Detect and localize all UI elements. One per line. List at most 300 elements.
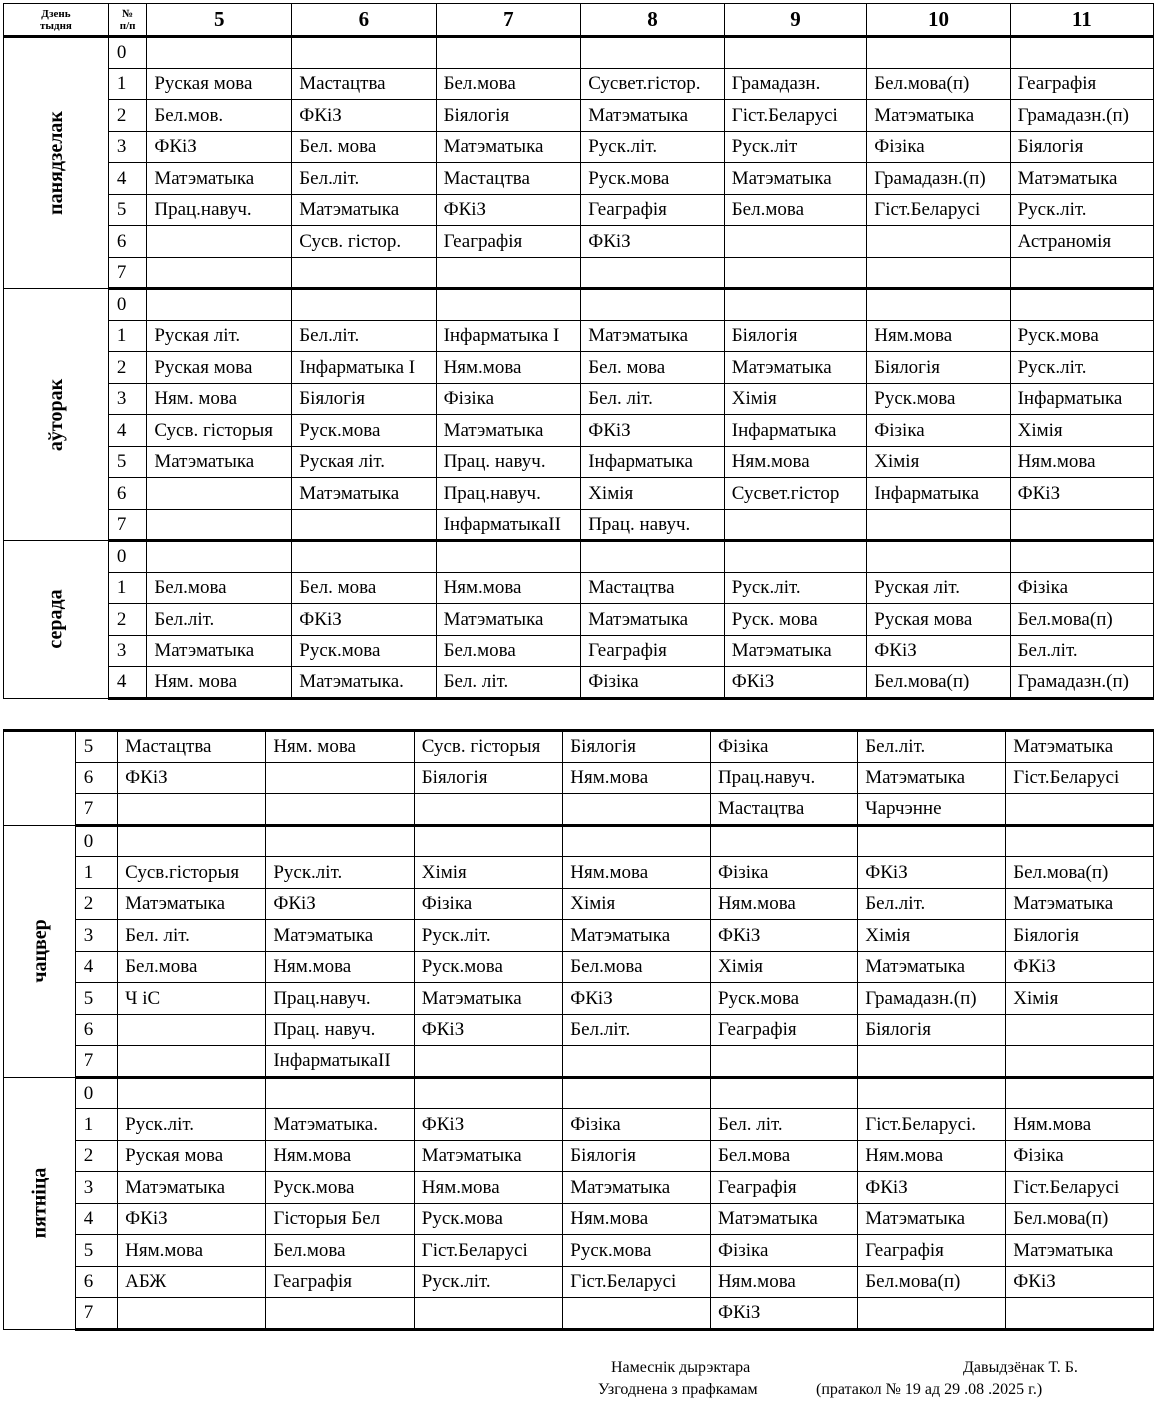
subject-cell [414,1046,563,1078]
subject-cell: Гіст.Беларусі [1006,762,1154,794]
day-of-week-cell [4,1077,76,1329]
subject-cell: Фізіка [867,131,1010,163]
day-label: аўторак [44,378,67,451]
subject-cell [436,541,581,573]
subject-cell: Хімія [1006,983,1154,1015]
subject-cell [581,257,725,289]
lesson-number: 3 [75,920,117,952]
lesson-number: 3 [108,131,146,163]
table-row [4,1046,1154,1078]
subject-cell: ФКіЗ [724,667,867,699]
subject-cell [1006,1046,1154,1078]
lesson-number: 7 [75,794,117,826]
subject-cell: Ням.мова [563,1203,711,1235]
subject-cell: Бел.мов. [147,100,292,132]
subject-cell: Фізіка [1006,1140,1154,1172]
subject-cell [292,257,436,289]
subject-cell [118,1046,266,1078]
subject-cell: Бел.мова [436,68,581,100]
subject-cell: Біялогія [563,731,711,763]
table-row [4,857,1154,889]
subject-cell: Ням.мова [118,1235,266,1267]
subject-cell: Інфарматыка [581,446,725,478]
subject-cell: Фізіка [710,1235,857,1267]
subject-cell [867,257,1010,289]
subject-cell: Хімія [867,446,1010,478]
subject-cell [563,1298,711,1330]
table-row [4,731,1154,763]
table-row [4,983,1154,1015]
lesson-number: 4 [108,163,146,195]
subject-cell: Сусв.гісторыя [118,857,266,889]
subject-cell: Матэматыка [858,951,1006,983]
subject-cell: Бел. літ. [710,1109,857,1141]
day-of-week-cell [4,731,76,826]
table-row [4,1235,1154,1267]
lesson-number: 1 [108,572,146,604]
subject-cell: Руск.мова [581,163,725,195]
subject-cell [118,1298,266,1330]
lesson-number: 2 [75,888,117,920]
subject-cell: Руск.мова [414,951,563,983]
grade-header: 5 [147,4,292,37]
subject-cell: Інфарматыка I [292,352,436,384]
subject-cell: Мастацтва [292,68,436,100]
subject-cell: Матэматыка [724,635,867,667]
subject-cell: Матэматыка [1006,731,1154,763]
subject-cell: Ням.мова [266,951,414,983]
subject-cell: ФКіЗ [1006,951,1154,983]
subject-cell: Біялогія [724,320,867,352]
subject-cell: Руск.мова [266,1172,414,1204]
subject-cell: Матэматыка [292,194,436,226]
table-row [4,572,1154,604]
subject-cell: Руская мова [867,604,1010,636]
day-label: панядзелак [44,111,67,215]
subject-cell [292,541,436,573]
subject-cell: Гіст.Беларусі [724,100,867,132]
subject-cell: Ням.мова [563,762,711,794]
subject-cell: Ням.мова [414,1172,563,1204]
table-row [4,1077,1154,1109]
subject-cell [1010,257,1153,289]
subject-cell: Бел.літ. [858,888,1006,920]
subject-cell [147,37,292,69]
subject-cell [867,289,1010,321]
subject-cell [1006,825,1154,857]
subject-cell: Біялогія [414,762,563,794]
subject-cell: АБЖ [118,1266,266,1298]
subject-cell [1006,794,1154,826]
subject-cell: Грамадазн.(п) [858,983,1006,1015]
subject-cell [1006,1298,1154,1330]
subject-cell: ФКіЗ [118,1203,266,1235]
deputy-title: Намеснік дырэктара [611,1359,751,1376]
subject-cell: Сусв. гісторыя [147,415,292,447]
subject-cell: Ням.мова [563,857,711,889]
subject-cell [710,1046,857,1078]
subject-cell: Руская літ. [292,446,436,478]
subject-cell: Матэматыка [414,1140,563,1172]
subject-cell: ФКіЗ [710,1298,857,1330]
subject-cell: Бел. мова [581,352,725,384]
subject-cell: Бел.мова(п) [867,68,1010,100]
subject-cell: Хімія [1010,415,1153,447]
subject-cell: ФКіЗ [867,635,1010,667]
schedule-table-bottom [3,729,1154,1331]
subject-cell: Бел. мова [292,131,436,163]
subject-cell: Матэматыка [563,920,711,952]
subject-cell: ФКіЗ [292,100,436,132]
subject-cell [1006,1077,1154,1109]
subject-cell: Бел.мова(п) [1006,1203,1154,1235]
subject-cell: ФКіЗ [292,604,436,636]
subject-cell: Матэматыка [118,888,266,920]
subject-cell [414,1298,563,1330]
subject-cell: Прац. навуч. [266,1014,414,1046]
lesson-number: 1 [75,857,117,889]
subject-cell: Сусвет.гістор [724,478,867,510]
subject-cell: Інфарматыка [1010,383,1153,415]
subject-cell [724,509,867,541]
lesson-number: 4 [75,1203,117,1235]
subject-cell: Грамадазн.(п) [1010,100,1153,132]
subject-cell: Матэматыка [724,352,867,384]
subject-cell: Гіст.Беларусі [867,194,1010,226]
subject-cell: Геаграфія [710,1014,857,1046]
protocol-note: (пратакол № 19 ад 29 .08 .2025 г.) [816,1381,1043,1398]
subject-cell: Геаграфія [858,1235,1006,1267]
day-of-week-cell [4,289,109,541]
subject-cell: Прац.навуч. [147,194,292,226]
table-row [4,415,1154,447]
subject-cell [292,509,436,541]
subject-cell: Ням.мова [266,1140,414,1172]
subject-cell [710,1077,857,1109]
lesson-number: 2 [108,604,146,636]
subject-cell [867,541,1010,573]
subject-cell: ФКіЗ [414,1109,563,1141]
day-of-week-header: Дзень тыдня [4,4,109,37]
subject-cell: Руская літ. [147,320,292,352]
table-row [4,825,1154,857]
subject-cell: Бел. літ. [436,667,581,699]
subject-cell [1006,1014,1154,1046]
table-row [4,37,1154,69]
subject-cell: Бел.мова [266,1235,414,1267]
subject-cell: ФКіЗ [710,920,857,952]
subject-cell: Ням.мова [436,352,581,384]
lesson-number: 5 [75,983,117,1015]
subject-cell [118,825,266,857]
subject-cell: ФКіЗ [118,762,266,794]
subject-cell: ФКіЗ [266,888,414,920]
subject-cell: Руск.літ. [1010,352,1153,384]
subject-cell: Руск.мова [710,983,857,1015]
table-row [4,446,1154,478]
subject-cell: Чарчэнне [858,794,1006,826]
subject-cell: Бел. літ. [118,920,266,952]
subject-cell: Ч іС [118,983,266,1015]
subject-cell [867,226,1010,258]
table-row [4,794,1154,826]
subject-cell: Матэматыка [147,163,292,195]
lesson-number: 5 [75,1235,117,1267]
subject-cell: Бел.літ. [147,604,292,636]
subject-cell: Бел.мова [436,635,581,667]
subject-cell: ФКіЗ [1006,1266,1154,1298]
subject-cell [414,825,563,857]
subject-cell: Бел.мова [118,951,266,983]
subject-cell: Матэматыка [581,100,725,132]
subject-cell: Матэматыка [414,983,563,1015]
subject-cell: Матэматыка [266,920,414,952]
lesson-number: 4 [108,415,146,447]
subject-cell: Фізіка [436,383,581,415]
table-row [4,68,1154,100]
table-row [4,1109,1154,1141]
subject-cell [266,762,414,794]
subject-cell: Матэматыка [147,446,292,478]
table-row [4,888,1154,920]
subject-cell: Руск.мова [292,635,436,667]
subject-cell: Руск.літ. [581,131,725,163]
subject-cell: Ням. мова [147,383,292,415]
subject-cell: Матэматыка [1010,163,1153,195]
subject-cell: Руск.мова [414,1203,563,1235]
subject-cell: Прац.навуч. [266,983,414,1015]
subject-cell: ФКіЗ [414,1014,563,1046]
subject-cell: Геаграфія [436,226,581,258]
lesson-number: 4 [108,667,146,699]
grade-header: 10 [867,4,1010,37]
subject-cell: Ням.мова [858,1140,1006,1172]
subject-cell: Матэматыка [1006,888,1154,920]
subject-cell: Ням.мова [1010,446,1153,478]
subject-cell [858,1077,1006,1109]
subject-cell: Руская мова [118,1140,266,1172]
subject-cell [266,1077,414,1109]
lesson-number: 4 [75,951,117,983]
lesson-number-header: № п/п [108,4,146,37]
subject-cell: Грамадазн.(п) [1010,667,1153,699]
table-row [4,509,1154,541]
subject-cell [266,1298,414,1330]
subject-cell: Бел.мова(п) [1006,857,1154,889]
subject-cell: Ням.мова [710,1266,857,1298]
subject-cell: Ням. мова [147,667,292,699]
subject-cell: ФКіЗ [436,194,581,226]
day-label: пятніца [28,1167,51,1239]
subject-cell [1010,541,1153,573]
subject-cell: Матэматыка [581,604,725,636]
subject-cell: Хімія [581,478,725,510]
lesson-number: 7 [108,509,146,541]
subject-cell: Руск.літ. [266,857,414,889]
subject-cell [266,825,414,857]
subject-cell [147,289,292,321]
subject-cell: Матэматыка [147,635,292,667]
subject-cell: Бел.мова [563,951,711,983]
subject-cell [118,794,266,826]
subject-cell [581,289,725,321]
subject-cell [867,37,1010,69]
subject-cell [563,1046,711,1078]
lesson-number: 2 [75,1140,117,1172]
subject-cell [147,257,292,289]
lesson-number: 1 [108,68,146,100]
subject-cell: Матэматыка. [266,1109,414,1141]
lesson-number: 5 [108,446,146,478]
subject-cell [147,478,292,510]
subject-cell [414,794,563,826]
subject-cell: Бел.літ. [292,320,436,352]
subject-cell: Гісторыя Бел [266,1203,414,1235]
subject-cell [292,37,436,69]
subject-cell: Бел.літ. [292,163,436,195]
table-row [4,226,1154,258]
table-row [4,257,1154,289]
subject-cell [724,257,867,289]
subject-cell: Геаграфія [581,194,725,226]
lesson-number: 3 [75,1172,117,1204]
subject-cell: Прац. навуч. [436,446,581,478]
subject-cell: Фізіка [710,857,857,889]
subject-cell [147,541,292,573]
subject-cell: Матэматыка [710,1203,857,1235]
subject-cell: Ням.мова [436,572,581,604]
subject-cell: ФКіЗ [858,1172,1006,1204]
table-row [4,604,1154,636]
subject-cell [724,37,867,69]
lesson-number: 0 [75,825,117,857]
lesson-number: 6 [108,226,146,258]
subject-cell: Фізіка [563,1109,711,1141]
subject-cell: Руск.літ. [118,1109,266,1141]
day-of-week-cell [4,825,76,1077]
subject-cell: Бел.мова(п) [1010,604,1153,636]
grade-header: 11 [1010,4,1153,37]
subject-cell: ФКіЗ [581,415,725,447]
lesson-number: 0 [108,289,146,321]
subject-cell: Мастацтва [118,731,266,763]
lesson-number: 2 [108,352,146,384]
subject-cell [147,226,292,258]
subject-cell: Інфарматыка I [436,320,581,352]
subject-cell: Хімія [710,951,857,983]
lesson-number: 7 [75,1046,117,1078]
table-row [4,1266,1154,1298]
subject-cell [563,825,711,857]
subject-cell: Бел.мова [147,572,292,604]
table-row [4,762,1154,794]
subject-cell: Руск.літ [724,131,867,163]
subject-cell: Прац.навуч. [436,478,581,510]
subject-cell: ІнфарматыкаІІ [436,509,581,541]
subject-cell [563,794,711,826]
subject-cell: Матэматыка [436,415,581,447]
subject-cell: Матэматыка [724,163,867,195]
subject-cell: Мастацтва [710,794,857,826]
subject-cell: Фізіка [867,415,1010,447]
subject-cell: Мастацтва [581,572,725,604]
subject-cell: Бел.літ. [858,731,1006,763]
subject-cell: Біялогія [867,352,1010,384]
subject-cell: Біялогія [292,383,436,415]
lesson-number: 7 [75,1298,117,1330]
deputy-name: Давыдзёнак Т. Б. [963,1359,1078,1376]
subject-cell: ФКіЗ [858,857,1006,889]
table-row [4,1014,1154,1046]
lesson-number: 3 [108,383,146,415]
subject-cell: ФКіЗ [581,226,725,258]
table-row [4,194,1154,226]
subject-cell [1010,289,1153,321]
day-label: серада [44,589,67,649]
subject-cell: Матэматыка [118,1172,266,1204]
subject-cell: Руск.мова [867,383,1010,415]
lesson-number: 1 [108,320,146,352]
table-row [4,478,1154,510]
subject-cell: Геаграфія [266,1266,414,1298]
subject-cell [581,541,725,573]
lesson-number: 0 [108,541,146,573]
subject-cell [858,1298,1006,1330]
table-row [4,920,1154,952]
lesson-number: 5 [108,194,146,226]
subject-cell [118,1077,266,1109]
subject-cell: Біялогія [436,100,581,132]
subject-cell [436,37,581,69]
lesson-number: 0 [75,1077,117,1109]
lesson-number: 5 [75,731,117,763]
subject-cell: Бел.мова(п) [867,667,1010,699]
table-row [4,320,1154,352]
subject-cell: Руск.мова [1010,320,1153,352]
subject-cell: Матэматыка. [292,667,436,699]
subject-cell: Бел.мова [724,194,867,226]
day-label: чацвер [28,919,51,983]
subject-cell: Ням.мова [867,320,1010,352]
table-row [4,1140,1154,1172]
grade-header: 7 [436,4,581,37]
subject-cell: ІнфарматыкаІІ [266,1046,414,1078]
table-row [4,635,1154,667]
subject-cell: Геаграфія [710,1172,857,1204]
subject-cell: Матэматыка [858,762,1006,794]
subject-cell [266,794,414,826]
subject-cell: Фізіка [414,888,563,920]
subject-cell [1010,37,1153,69]
subject-cell: Матэматыка [858,1203,1006,1235]
subject-cell [724,226,867,258]
subject-cell: Мастацтва [436,163,581,195]
table-row [4,383,1154,415]
table-row [4,951,1154,983]
subject-cell [563,1077,711,1109]
subject-cell: Бел. мова [292,572,436,604]
agreed-note: Узгоднена з прафкамам [598,1381,758,1398]
lesson-number: 7 [108,257,146,289]
subject-cell: Матэматыка [292,478,436,510]
lesson-number: 6 [75,762,117,794]
subject-cell: Хімія [724,383,867,415]
grade-header: 8 [581,4,725,37]
subject-cell: Фізіка [1010,572,1153,604]
subject-cell: Інфарматыка [867,478,1010,510]
subject-cell: Хімія [414,857,563,889]
subject-cell: Прац.навуч. [710,762,857,794]
